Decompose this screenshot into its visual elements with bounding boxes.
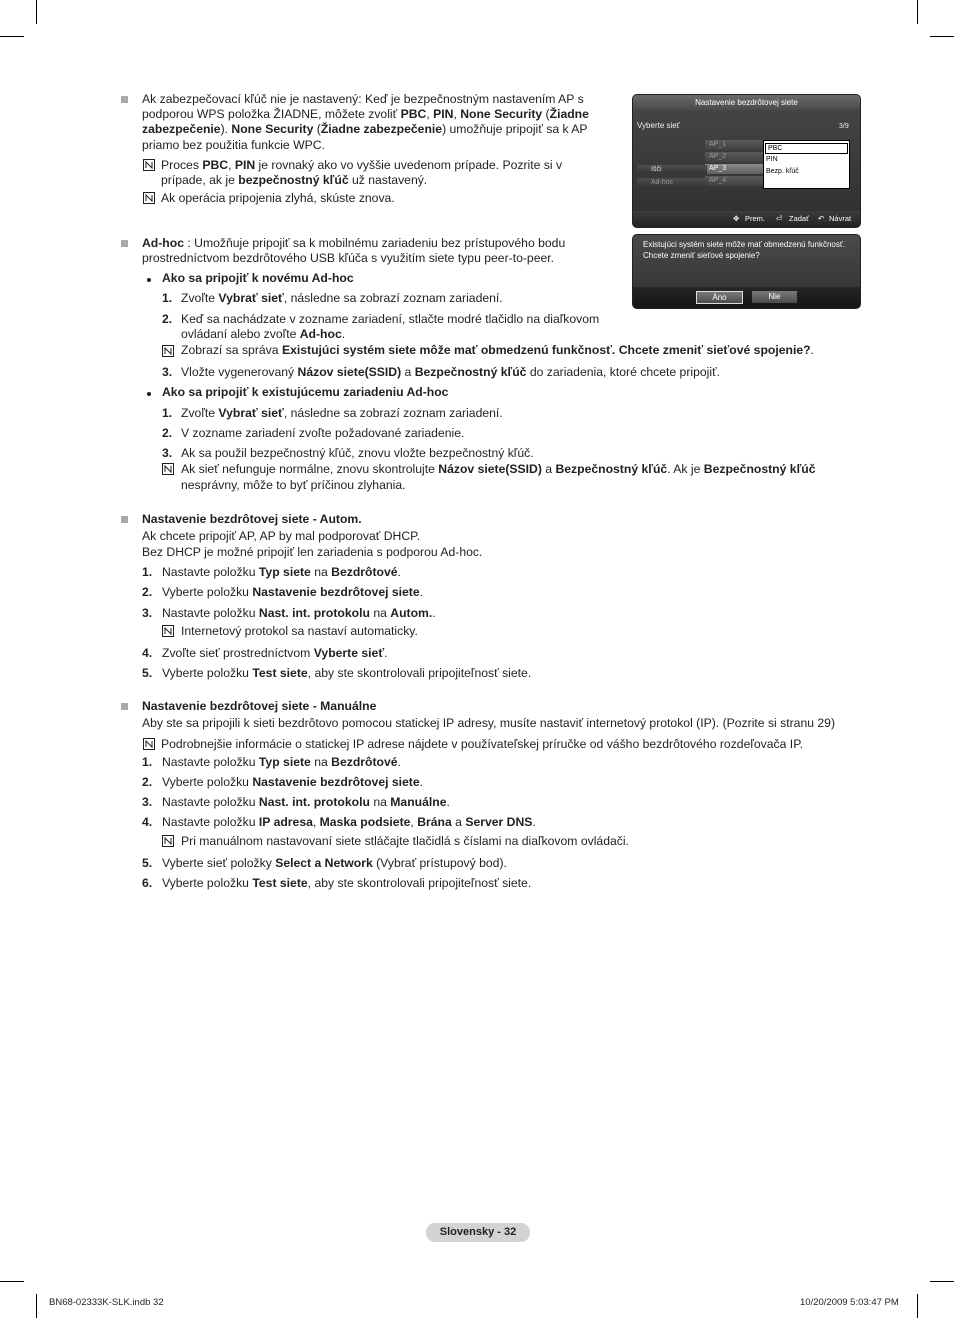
s4-step4: Nastavte položku IP adresa, Maska podsiete, Brána a Server DNS. xyxy=(162,815,536,829)
s4-note2: Pri manuálnom nastavovaní siete stláčajte tlačidlá s číslami na diaľkovom ovládači. xyxy=(181,834,629,848)
crop-mark xyxy=(0,36,24,37)
step-number: 4. xyxy=(142,646,153,660)
s2-bullet1: Ako sa pripojiť k novému Ad-hoc xyxy=(162,271,354,285)
s4-step6: Vyberte položku Test siete, aby ste skontrolovali pripojiteľnosť siete. xyxy=(162,876,532,890)
s1-line1: Ak zabezpečovací kľúč nie je nastavený: Keď je bezpečnostným nastavením AP s xyxy=(142,92,584,106)
crop-mark xyxy=(36,0,37,24)
print-timestamp: 10/20/2009 5:03:47 PM xyxy=(800,1297,899,1308)
s2-step-b3: Ak sa použil bezpečnostný kľúč, znovu vložte bezpečnostný kľúč. xyxy=(181,446,534,460)
step-number: 5. xyxy=(142,856,153,870)
s3-step5: Vyberte položku Test siete, aby ste skontrolovali pripojiteľnosť siete. xyxy=(162,666,532,680)
enter-label: Zadať xyxy=(789,214,809,223)
print-file-name: BN68-02333K-SLK.indb 32 xyxy=(49,1297,164,1308)
step-number: 1. xyxy=(162,406,173,420)
tv-footer xyxy=(633,211,860,227)
s2-note2-line1: Ak sieť nefunguje normálne, znovu skontrolujte Názov siete(SSID) a Bezpečnostný kľúč. Ak je Bezpečnostný kľúč xyxy=(181,462,816,476)
step-number: 2. xyxy=(162,312,173,326)
adhoc-button[interactable]: Ad-hoc xyxy=(637,178,707,187)
s4-step2: Vyberte položku Nastavenie bezdrôtovej siete. xyxy=(162,775,424,789)
page-indicator: 3/9 xyxy=(839,123,849,130)
s4-note1: Podrobnejšie informácie o statickej IP adrese nájdete v používateľskej príručke od vášho bezdrôtového rozdeľovača IP. xyxy=(161,737,804,751)
tv-network-setup-screen xyxy=(632,94,861,228)
step-number: 3. xyxy=(162,365,173,379)
ap-item[interactable]: AP_4 xyxy=(705,176,765,186)
crop-mark xyxy=(930,1281,954,1282)
s2-bullet2: Ako sa pripojiť k existujúcemu zariadeniu Ad-hoc xyxy=(162,385,449,399)
section-marker xyxy=(121,516,128,523)
step-number: 1. xyxy=(162,291,173,305)
s4-title: Nastavenie bezdrôtovej siete - Manuálne xyxy=(142,699,377,713)
no-button[interactable]: Nie xyxy=(752,291,797,303)
bullet xyxy=(147,392,151,396)
note-icon xyxy=(162,625,174,637)
tv-confirm-dialog xyxy=(632,234,861,309)
crop-mark xyxy=(917,1294,918,1318)
step-number: 3. xyxy=(142,606,153,620)
ap-item[interactable]: AP_1 xyxy=(705,140,765,150)
step-number: 3. xyxy=(162,446,173,460)
enter-icon: ⏎ xyxy=(776,214,783,223)
section-marker xyxy=(121,240,128,247)
bullet xyxy=(147,278,151,282)
return-label: Návrat xyxy=(829,214,852,223)
security-popup xyxy=(763,140,850,189)
ap-item-selected[interactable]: AP_3 xyxy=(705,164,765,174)
s3-step2: Vyberte položku Nastavenie bezdrôtovej siete. xyxy=(162,585,424,599)
select-network-label: Vyberte sieť xyxy=(637,121,680,130)
popup-option-key[interactable]: Bezp. kľúč xyxy=(766,168,799,175)
s3-title: Nastavenie bezdrôtovej siete - Autom. xyxy=(142,512,362,526)
note-icon xyxy=(162,835,174,847)
s3-step1: Nastavte položku Typ siete na Bezdrôtové. xyxy=(162,565,401,579)
step-number: 1. xyxy=(142,565,153,579)
step-number: 2. xyxy=(142,585,153,599)
s3-step4: Zvoľte sieť prostredníctvom Vyberte sieť. xyxy=(162,646,388,660)
yes-button[interactable]: Áno xyxy=(696,291,743,304)
dialog-button-bar xyxy=(633,287,860,308)
crop-mark xyxy=(917,0,918,24)
s1-line4: priamo bez použitia funkcie WPC. xyxy=(142,138,325,152)
crop-mark xyxy=(36,1294,37,1318)
step-number: 4. xyxy=(142,815,153,829)
step-number: 3. xyxy=(142,795,153,809)
return-icon: ↶ xyxy=(818,214,825,223)
move-label: Prem. xyxy=(745,214,766,223)
s1-note1-line1: Proces PBC, PIN je rovnaký ako vo vyššie uvedenom prípade. Pozrite si v xyxy=(161,158,563,172)
page-number-badge: Slovensky - 32 xyxy=(426,1223,530,1242)
s4-line1: Aby ste sa pripojili k sieti bezdrôtovo pomocou statickej IP adresy, musíte nastaviť internetový protokol (IP). (Pozrite si stranu 29) xyxy=(142,716,836,730)
move-icon: ✥ xyxy=(733,214,740,223)
s2-step-b2: V zozname zariadení zvoľte požadované zariadenie. xyxy=(181,426,465,440)
ap-item[interactable]: AP_2 xyxy=(705,152,765,162)
crop-mark xyxy=(930,36,954,37)
step-number: 1. xyxy=(142,755,153,769)
step-number: 6. xyxy=(142,876,153,890)
s3-line1: Ak chcete pripojiť AP, AP by mal podporovať DHCP. xyxy=(142,529,421,543)
step-number: 5. xyxy=(142,666,153,680)
s2-line2: prostredníctvom bezdrôtového USB kľúča s využitím siete typu peer-to-peer. xyxy=(142,251,555,265)
s2-step2-line1: Keď sa nachádzate v zozname zariadení, stlačte modré tlačidlo na diaľkovom xyxy=(181,312,600,326)
s4-step3: Nastavte položku Nast. int. protokolu na Manuálne. xyxy=(162,795,450,809)
note-icon xyxy=(162,345,174,357)
s2-step1: Zvoľte Vybrať sieť, následne sa zobrazí zoznam zariadení. xyxy=(181,291,503,305)
s2-note1: Zobrazí sa správa Existujúci systém siete môže mať obmedzenú funkčnosť. Chcete zmeniť sieťové spojenie?. xyxy=(181,343,814,357)
section-marker xyxy=(121,96,128,103)
s1-note2: Ak operácia pripojenia zlyhá, skúste znova. xyxy=(161,191,395,205)
s2-step-b1: Zvoľte Vybrať sieť, následne sa zobrazí zoznam zariadení. xyxy=(181,406,503,420)
popup-option-pin[interactable]: PIN xyxy=(766,156,778,163)
dialog-message: Existujúci systém siete môže mať obmedzenú funkčnosť. Chcete zmeniť sieťové spojenie? xyxy=(643,240,846,260)
s3-step3: Nastavte položku Nast. int. protokolu na Autom.. xyxy=(162,606,436,620)
s4-step5: Vyberte sieť položky Select a Network (Vybrať prístupový bod). xyxy=(162,856,507,870)
s2-step2-line2: ovládaní alebo zvoľte Ad-hoc. xyxy=(181,327,346,341)
s2-note2-line2: nesprávny, môže to byť príčinou zlyhania. xyxy=(181,478,406,492)
s3-line2: Bez DHCP je možné pripojiť len zariadenia s podporou Ad-hoc. xyxy=(142,545,483,559)
popup-option-pbc[interactable]: PBC xyxy=(765,143,848,154)
s4-step1: Nastavte položku Typ siete na Bezdrôtové. xyxy=(162,755,401,769)
note-icon xyxy=(143,159,155,171)
step-number: 2. xyxy=(142,775,153,789)
s2-step3: Vložte vygenerovaný Názov siete(SSID) a Bezpečnostný kľúč do zariadenia, ktoré chcete pripojiť. xyxy=(181,365,721,379)
s1-note1-line2: prípade, ak je bezpečnostný kľúč už nastavený. xyxy=(161,173,428,187)
search-button[interactable]: Išči xyxy=(637,165,707,174)
note-icon xyxy=(143,738,155,750)
crop-mark xyxy=(0,1281,24,1282)
note-icon xyxy=(162,463,174,475)
s3-note1: Internetový protokol sa nastaví automaticky. xyxy=(181,624,418,638)
tv-screen-header: Nastavenie bezdrôtovej siete xyxy=(633,95,860,110)
note-icon xyxy=(143,192,155,204)
section-marker xyxy=(121,703,128,710)
s1-line3: zabezpečenie). None Security (Žiadne zabezpečenie) umožňuje pripojiť sa k AP xyxy=(142,122,588,136)
s1-line2: podporou WPS položka ŽIADNE, môžete zvoliť PBC, PIN, None Security (Žiadne xyxy=(142,107,589,121)
step-number: 2. xyxy=(162,426,173,440)
s2-line1: Ad-hoc : Umožňuje pripojiť sa k mobilnému zariadeniu bez prístupového bodu xyxy=(142,236,566,250)
